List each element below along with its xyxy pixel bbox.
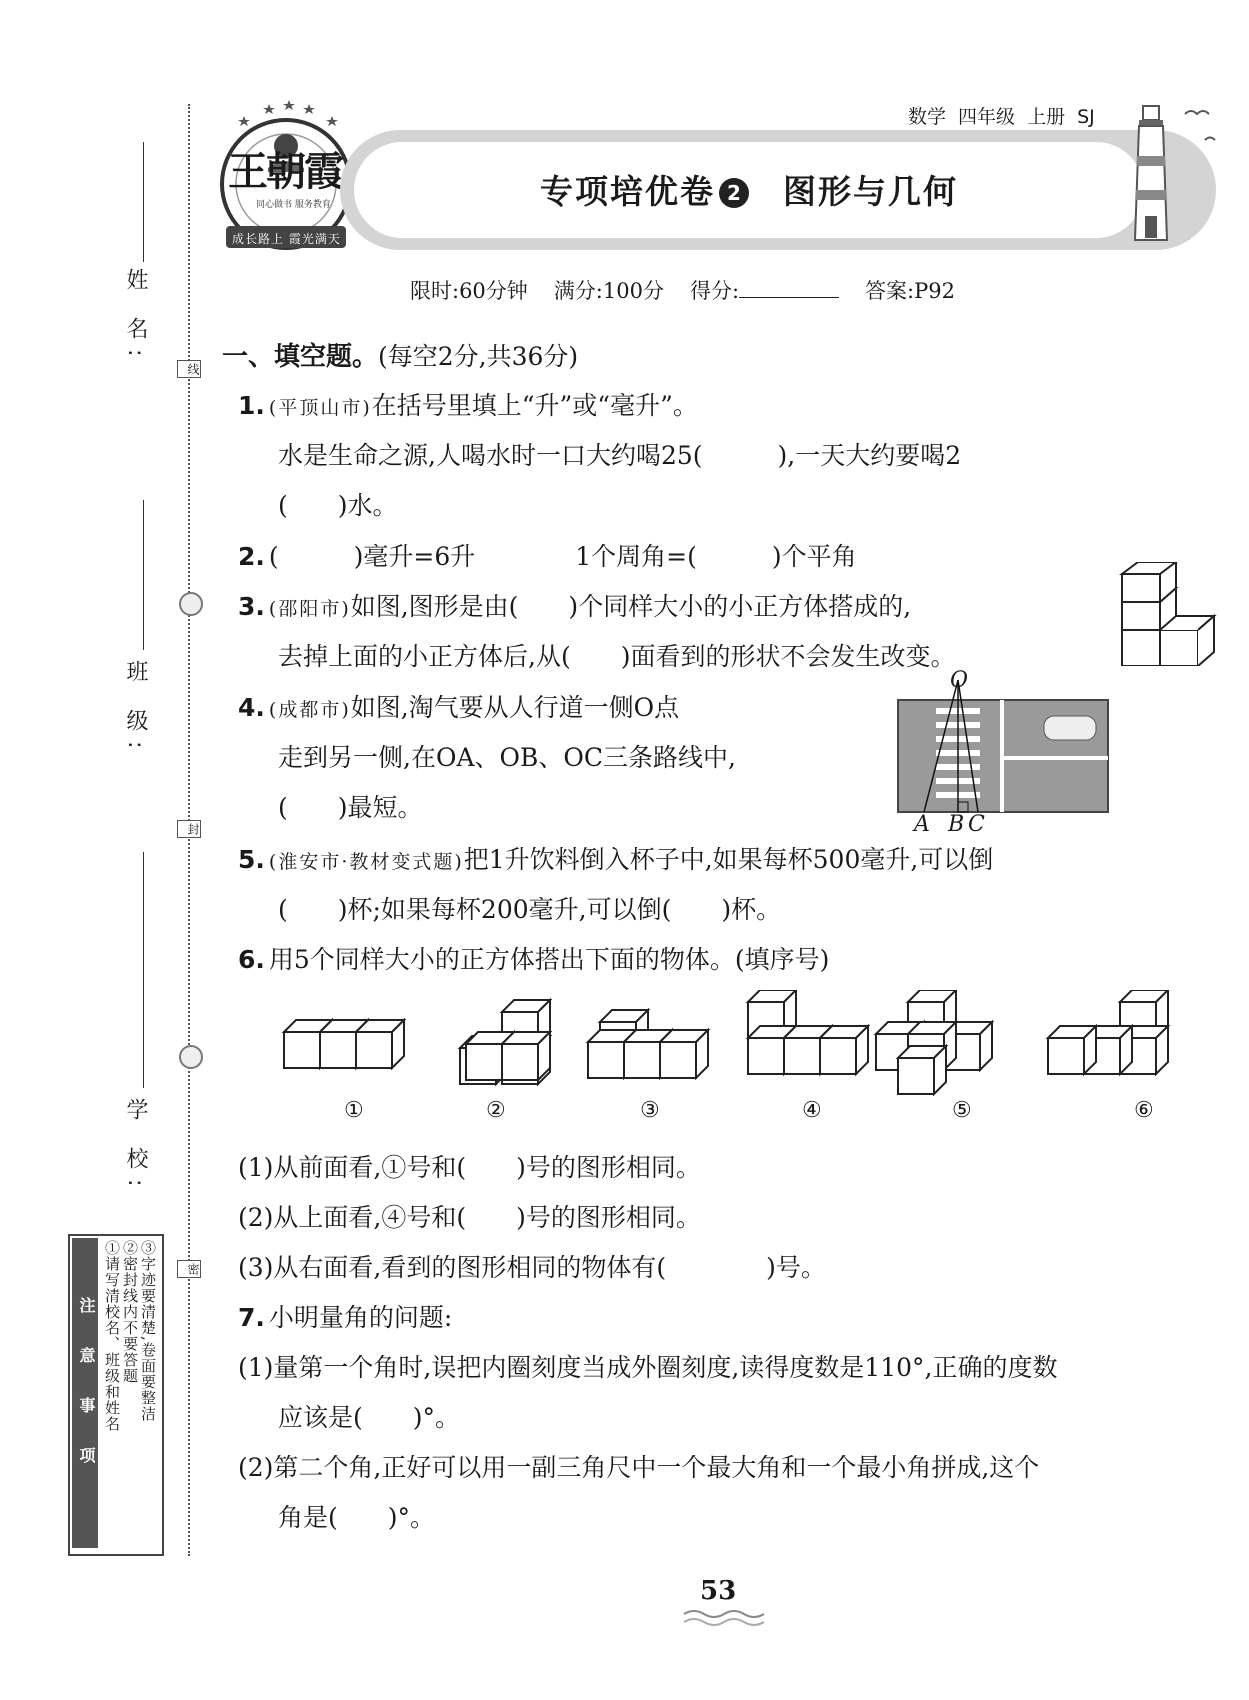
q7-sub2: (2)第二个角,正好可以用一副三角尺中一个最大角和一个最小角拼成,这个 [238, 1453, 1040, 1482]
logo-name: 王朝霞 [228, 148, 342, 195]
note-1: ①请写清校名、班级和姓名 [103, 1240, 121, 1432]
subject-line: 数学 四年级 上册 SJ [908, 106, 1095, 128]
answer-ref: 答案:P92 [865, 279, 955, 303]
figure-label-2: ② [486, 1098, 506, 1123]
solid-4 [748, 990, 868, 1074]
exam-meta [410, 275, 981, 305]
q6-stem: 6. 用5个同样大小的正方体搭出下面的物体。(填序号) [238, 945, 830, 974]
q3-stem: 3. (邵阳市)如图,图形是由( )个同样大小的小正方体搭成的, [238, 592, 912, 621]
q6-sub1: (1)从前面看,①号和( )号的图形相同。 [238, 1153, 701, 1182]
logo-tagline: 同心做书 服务教育 [256, 200, 331, 210]
school-label: 学 校: [123, 1098, 148, 1197]
label-b: B [948, 812, 965, 837]
score-field[interactable] [739, 297, 839, 298]
paper-number-badge: 2 [719, 178, 749, 208]
solid-6 [1048, 990, 1168, 1074]
q3-line2: 去掉上面的小正方体后,从( )面看到的形状不会发生改变。 [278, 642, 956, 671]
cut-mark-mi: 密 [177, 1260, 201, 1278]
wave-ornament [680, 1606, 770, 1630]
solid-3 [588, 1010, 708, 1078]
title-right: 图形与几何 [783, 172, 958, 211]
figure-label-1: ① [344, 1098, 364, 1123]
q1-line3: ( )水。 [278, 491, 398, 520]
q7-sub2-b: 角是( )°。 [278, 1503, 436, 1532]
cut-mark-feng: 封 [177, 820, 201, 838]
score-label: 得分: [689, 279, 740, 303]
q6-solids-figure [278, 990, 1228, 1110]
q5-line2: ( )杯;如果每杯200毫升,可以倒( )杯。 [278, 895, 782, 924]
q4-stem: 4. (成都市)如图,淘气要从人行道一侧O点 [238, 693, 680, 722]
label-o: O [950, 668, 969, 693]
figure-label-4: ④ [802, 1098, 822, 1123]
q1-line2: 水是生命之源,人喝水时一口大约喝25( ),一天大约要喝2 [278, 441, 962, 470]
name-field[interactable] [143, 142, 144, 262]
full-score: 满分:100分 [553, 279, 664, 303]
q7-stem: 7. 小明量角的问题: [238, 1303, 453, 1332]
swirl-ornament [179, 592, 203, 616]
class-label: 班 级: [123, 660, 148, 759]
label-c: C [968, 812, 985, 837]
time-limit: 限时:60分钟 [410, 279, 528, 303]
cut-mark-xian: 线 [177, 360, 201, 378]
q7-sub1-b: 应该是( )°。 [278, 1403, 461, 1432]
figure-label-6: ⑥ [1134, 1098, 1154, 1123]
page-title [354, 166, 1144, 213]
school-field[interactable] [143, 852, 144, 1088]
solid-5 [876, 990, 992, 1094]
notes-title: 注意事项 [72, 1238, 98, 1548]
q6-sub3: (3)从右面看,看到的图形相同的物体有( )号。 [238, 1253, 826, 1282]
q7-sub1: (1)量第一个角时,误把内圈刻度当成外圈刻度,读得度数是110°,正确的度数 [238, 1353, 1058, 1382]
q5-stem: 5. (淮安市·教材变式题)把1升饮料倒入杯子中,如果每杯500毫升,可以倒 [238, 845, 994, 874]
figure-label-3: ③ [640, 1098, 660, 1123]
class-field[interactable] [143, 500, 144, 650]
label-a: A [914, 812, 930, 837]
solid-1 [284, 1020, 404, 1068]
q4-line3: ( )最短。 [278, 793, 423, 822]
title-left: 专项培优卷 [540, 172, 715, 211]
page-number: 53 [700, 1576, 737, 1606]
figure-label-5: ⑤ [952, 1098, 972, 1123]
lighthouse-icon [1125, 100, 1235, 250]
note-2: ②密封线内不要答题 [121, 1240, 139, 1384]
note-3: ③字迹要清楚,卷面要整洁 [139, 1240, 157, 1422]
q6-sub2: (2)从上面看,④号和( )号的图形相同。 [238, 1203, 701, 1232]
solid-2 [460, 1000, 550, 1084]
swirl-ornament [179, 1045, 203, 1069]
name-label: 姓 名: [123, 268, 148, 367]
logo-slogan: 成长路上 霞光满天 [232, 232, 341, 246]
section-heading: 一、填空题。(每空2分,共36分) [222, 342, 579, 372]
q4-line2: 走到另一侧,在OA、OB、OC三条路线中, [278, 743, 736, 772]
q1-stem: 1. (平顶山市)在括号里填上“升”或“毫升”。 [238, 391, 698, 420]
q3-cube-figure [1110, 562, 1222, 666]
q2-stem: 2. ( )毫升=6升 1个周角=( )个平角 [238, 542, 857, 571]
